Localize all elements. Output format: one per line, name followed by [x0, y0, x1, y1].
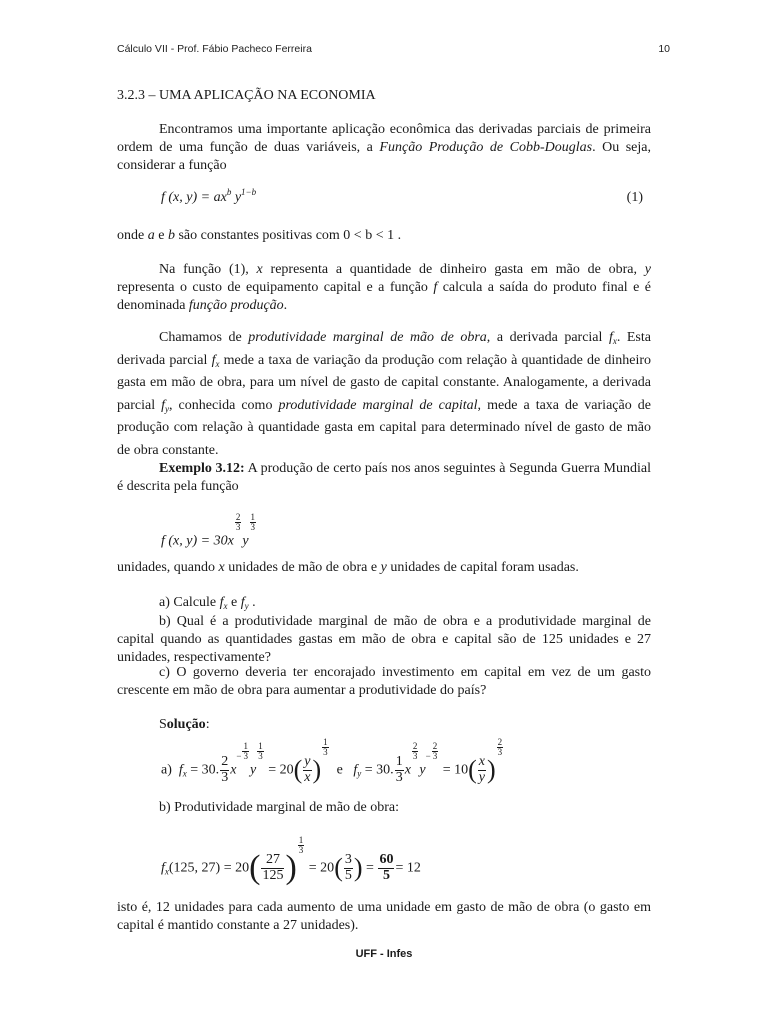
paragraph-production-function: Na função (1), x representa a quantidade de dinheiro gasta em mão de obra, y representa o custo de equipamento capital e a função f calcula a saída do produto final e é denominada função produção. — [117, 262, 651, 314]
running-header-title: Cálculo VII - Prof. Fábio Pacheco Ferreira — [117, 43, 312, 55]
equation-marginal-labor: $f_x(125$, 27) = 20( $\frac{27}{125}$ ) $\frac{1}{3}$ = 20( $\frac{3}{5}$ ) = $\frac{60}{5}$ = 12 — [161, 835, 421, 887]
paragraph-conclusion: isto é, 12 unidades para cada aumento de uma unidade em gasto de mão de obra (o gasto em capital é mantido constante a 27 unidades). — [117, 900, 651, 934]
question-c: c) O governo deveria ter encorajado investimento em capital em vez de um gasto crescente em mão de obra para aumentar a produtividade do país? — [117, 665, 651, 699]
paragraph-marginal-productivity: Chamamos de produtividade marginal de mão de obra, a derivada parcial $f_x$. Esta derivada parcial $f_x$ mede a taxa de variação da produção com relação à quantidade de dinheiro gasta em mão de obra, para um nível de gasto de capital constante. Analogamente, a derivada parcial $f_y$, conhecida como produtividade marginal de capital, mede a taxa de variação de produção com relação à quantidade gasta em capital para determinado nível de gasto de mão de obra constante. — [117, 330, 652, 458]
question-a: a) Calcule $f_x$ e $f_y$ . — [159, 595, 256, 611]
page-number: 10 — [658, 43, 670, 55]
equation-cobb-douglas: f (x, $y) = ax^b$ $y^{1-b}$ — [161, 187, 257, 205]
example-statement: Exemplo 3.12: A produção de certo país nos anos seguintes à Segunda Guerra Mundial é descrita pela função — [117, 461, 651, 495]
footer: UFF - Infes — [355, 948, 413, 960]
question-b: b) Qual é a produtividade marginal de mão de obra e a produtividade marginal de capital quando as quantidades gastas em mão de obra e capital são de 125 unidades e 27 unidades, respectivamente? — [117, 614, 651, 666]
paragraph-units: unidades, quando x unidades de mão de obra e y unidades de capital foram usadas. — [117, 560, 579, 575]
equation-number: (1) — [626, 190, 643, 205]
equation-example-function: f (x, y) = 30x $\frac{2}{3}$ y $\frac{1}{3}$ — [161, 512, 256, 549]
paragraph-intro: Encontramos uma importante aplicação econômica das derivadas parciais de primeira ordem de uma função de duas variáveis, a Função Produção de Cobb-Douglas. Ou seja, considerar a função — [117, 122, 651, 174]
equation-partial-derivatives: a) $f_x = 30$. $\frac{2}{3}$ x− $\frac{1}{3}$ y $\frac{1}{3}$ = 20( $\frac{y}{x}$ ) $\frac{1}{3}$ e $f_y = 30$. $\frac{1}{3}$ x $\frac{2}{3}$ y− $\frac{2}{3}$ = 10( $\frac{x}{y}$ ) $\frac{2}{3}$ — [161, 737, 503, 785]
paragraph-part-b: b) Produtividade marginal de mão de obra: — [159, 800, 400, 815]
paragraph-constants: onde a e b são constantes positivas com 0 < b < 1 . — [117, 228, 402, 243]
section-title: 3.2.3 – UMA APLICAÇÃO NA ECONOMIA — [117, 88, 376, 103]
solution-heading: Solução: — [159, 717, 210, 732]
